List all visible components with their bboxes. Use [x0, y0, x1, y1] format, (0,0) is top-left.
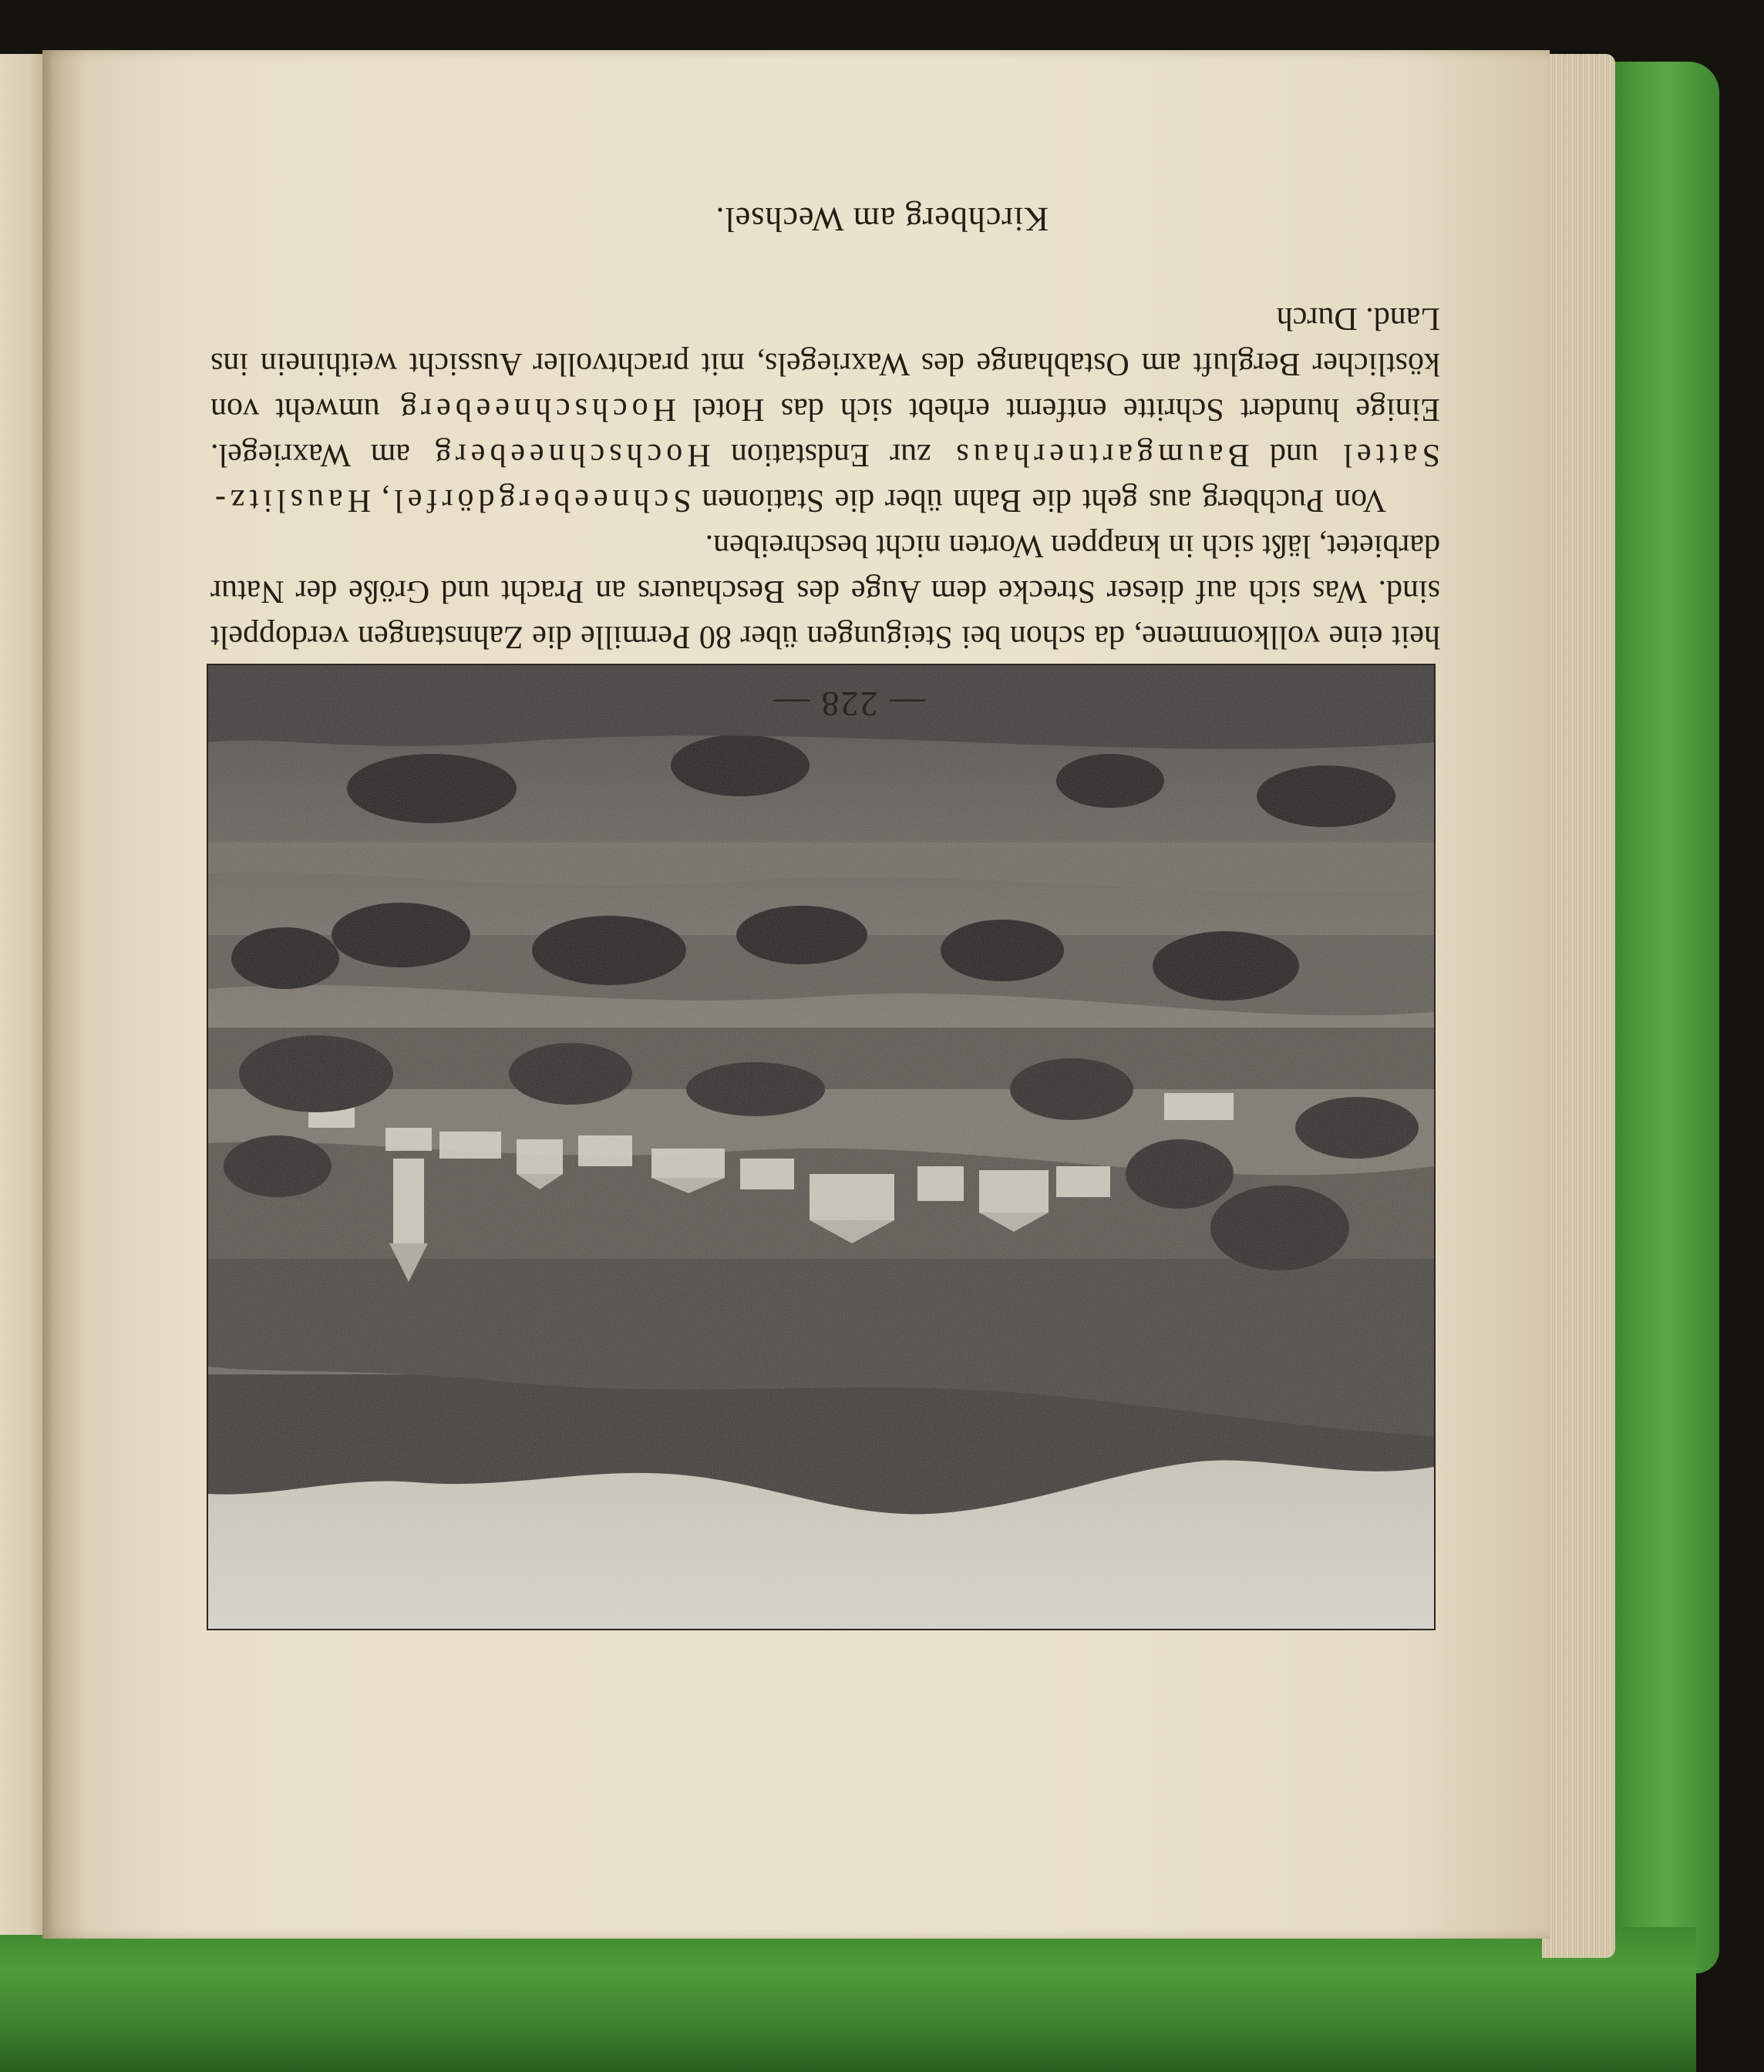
- page-number: — 228 —: [773, 684, 925, 724]
- paragraph-2: [210, 295, 1440, 523]
- para2-part-8: am Waxriegel. Einige hundert Schritte entfernt erhebt sich das Hotel: [210, 392, 1440, 473]
- upside-down-content: [42, 50, 1550, 1939]
- figure-photo-village: [207, 664, 1436, 1630]
- figure-caption: Kirchberg am Wechsel.: [715, 200, 1049, 238]
- page-stack-edges: [1542, 54, 1615, 1958]
- para2-part-4: und: [1249, 437, 1339, 473]
- para2-part-0: Von Puchberg aus geht die Bahn über die Stationen: [691, 483, 1386, 518]
- para2-part-10: umweht von köstlicher Bergluft am Ostabhange des Waxriegels, mit prachtvoller Aussicht weithinein ins Land. Durch: [210, 301, 1440, 427]
- station-schneebergdoerfel: Schneebergdörfel: [389, 483, 692, 518]
- body-text: [210, 295, 1440, 659]
- para2-part-6: zur Endstation: [710, 437, 952, 473]
- paragraph-1: heit eine vollkommene, da schon bei Steigungen über 80 Permille die Zahnstangen verdoppelt sind. Was sich auf dieser Strecke dem Auge des Beschauers an Pracht und Größe der Natur darbietet, läßt sich in knappen Worten nicht beschreiben.: [210, 528, 1440, 654]
- book-page: [42, 50, 1550, 1939]
- book-cover-edge-bottom: [0, 1927, 1696, 2072]
- facing-page-sliver: [0, 54, 48, 1935]
- station-hauslitz-sattel: Hauslitz-Sattel: [210, 437, 1440, 518]
- station-baumgartnerhaus: Baumgartnerhaus: [951, 437, 1250, 473]
- para2-part-2: ,: [370, 483, 390, 518]
- station-hochschneeberg: Hochschneeberg: [430, 437, 711, 473]
- hotel-hochschneeberg: Hochschneeberg: [396, 392, 676, 427]
- village-landscape-photo: [208, 665, 1434, 1629]
